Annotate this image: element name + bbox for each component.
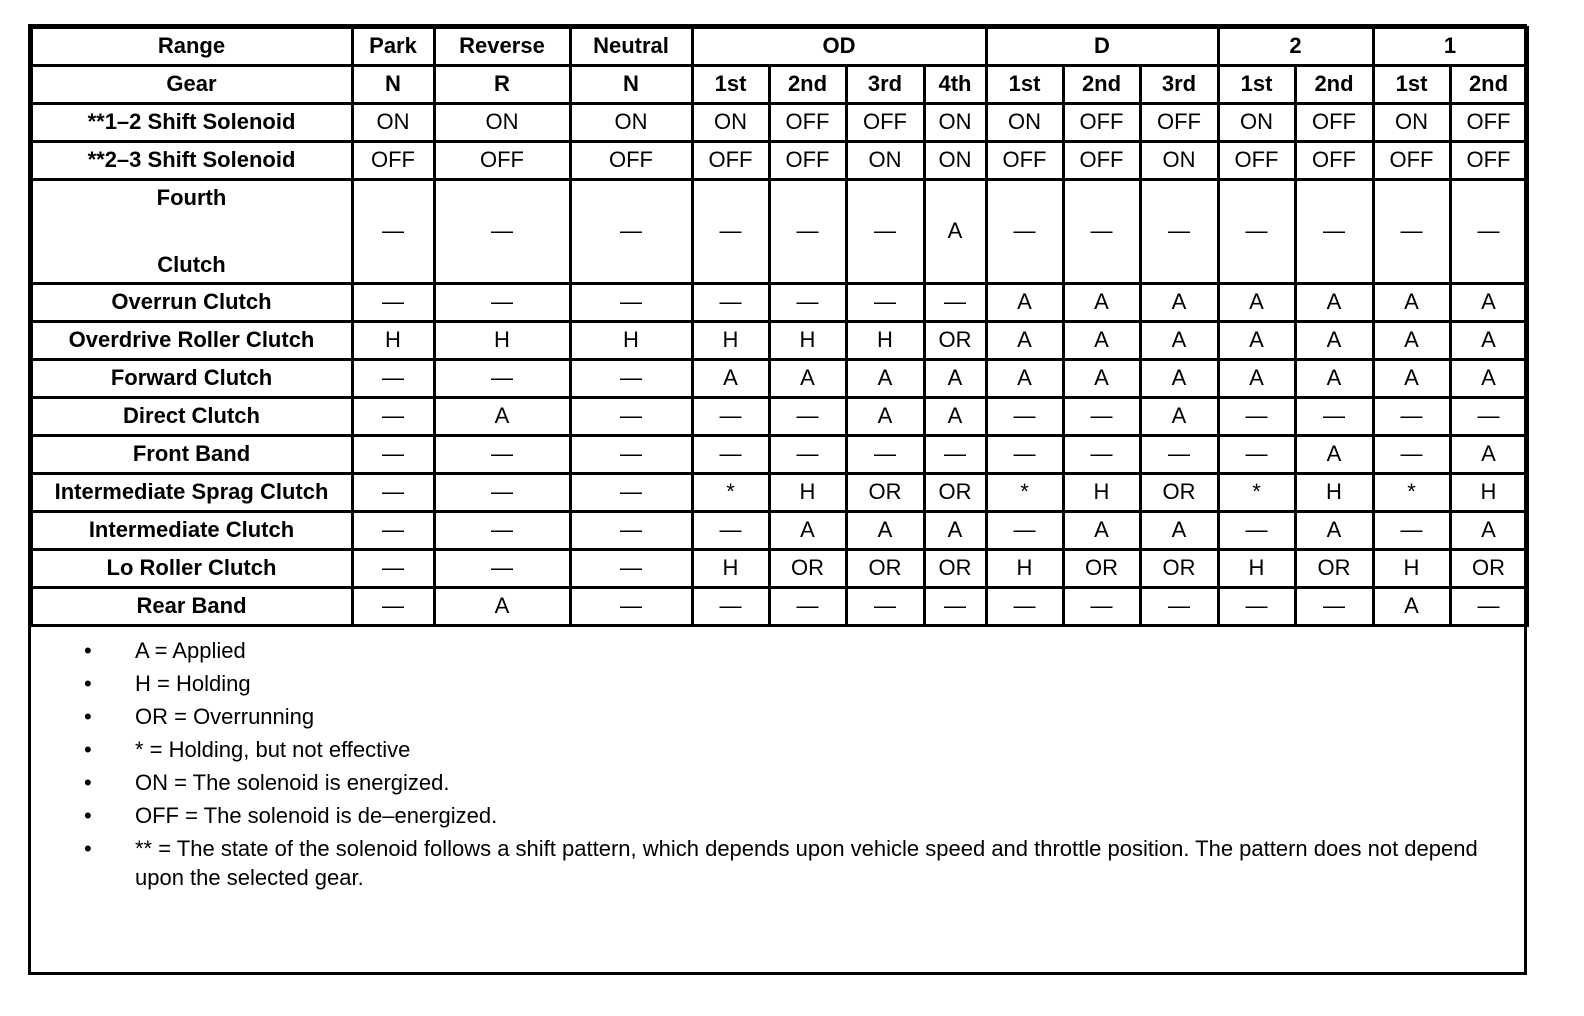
row-label: Overdrive Roller Clutch [31, 321, 352, 359]
table-row [31, 359, 1527, 397]
table-cell: H [846, 321, 924, 359]
legend [31, 626, 1524, 896]
table-cell: — [434, 179, 570, 283]
table-cell: — [570, 435, 692, 473]
gear-cell: R [434, 65, 570, 103]
table-cell: — [1140, 179, 1218, 283]
table-cell: OFF [1373, 141, 1450, 179]
table-cell: A [924, 511, 986, 549]
table-cell: — [769, 587, 846, 625]
legend-text: * = Holding, but not effective [135, 737, 411, 762]
range-park: Park [352, 27, 434, 65]
row-label: Intermediate Clutch [31, 511, 352, 549]
table-cell: — [1295, 587, 1373, 625]
table-cell: — [924, 587, 986, 625]
row-label: Intermediate Sprag Clutch [31, 473, 352, 511]
table-cell: — [570, 549, 692, 587]
table-cell: A [1063, 283, 1140, 321]
gear-cell: 3rd [1140, 65, 1218, 103]
table-row [31, 321, 1527, 359]
table-cell: A [1218, 283, 1295, 321]
table-cell: — [570, 587, 692, 625]
range-row [31, 27, 1527, 65]
table-cell: OFF [769, 103, 846, 141]
table-cell: A [1140, 321, 1218, 359]
table-cell: — [692, 283, 769, 321]
table-cell: — [352, 511, 434, 549]
table-cell: OFF [1295, 141, 1373, 179]
gear-header-label: Gear [31, 65, 352, 103]
table-cell: A [434, 587, 570, 625]
table-row [31, 549, 1527, 587]
table-cell: — [692, 435, 769, 473]
table-cell: — [570, 473, 692, 511]
gear-row [31, 65, 1527, 103]
table-cell: — [1450, 587, 1527, 625]
table-cell: OR [1450, 549, 1527, 587]
table-cell: — [769, 435, 846, 473]
table-cell: — [1063, 179, 1140, 283]
bullet-icon: • [84, 836, 92, 861]
table-cell: H [1063, 473, 1140, 511]
legend-text: A = Applied [135, 638, 246, 663]
table-cell: OFF [352, 141, 434, 179]
table-cell: A [986, 321, 1063, 359]
table-cell: * [1373, 473, 1450, 511]
range-2: 2 [1218, 27, 1373, 65]
table-cell: — [570, 511, 692, 549]
table-cell: ON [570, 103, 692, 141]
table-cell: — [1063, 435, 1140, 473]
table-cell: A [1295, 283, 1373, 321]
row-label: Front Band [31, 435, 352, 473]
table-cell: OFF [769, 141, 846, 179]
table-cell: A [986, 359, 1063, 397]
gear-cell: 3rd [846, 65, 924, 103]
row-label: Forward Clutch [31, 359, 352, 397]
table-cell: — [1450, 397, 1527, 435]
table-cell: OR [1140, 473, 1218, 511]
table-row [31, 397, 1527, 435]
row-label: **2–3 Shift Solenoid [31, 141, 352, 179]
table-cell: — [1218, 587, 1295, 625]
table-cell: OFF [1063, 141, 1140, 179]
table-cell: A [1450, 359, 1527, 397]
row-label: **1–2 Shift Solenoid [31, 103, 352, 141]
table-cell: OR [846, 549, 924, 587]
table-cell: — [434, 359, 570, 397]
table-cell: — [692, 397, 769, 435]
table-cell: — [570, 179, 692, 283]
table-cell: — [1218, 179, 1295, 283]
table-cell: — [986, 511, 1063, 549]
table-cell: — [1373, 397, 1450, 435]
table-cell: — [1373, 179, 1450, 283]
table-row [31, 435, 1527, 473]
gear-cell: 1st [986, 65, 1063, 103]
table-cell: — [1218, 435, 1295, 473]
table-cell: A [846, 359, 924, 397]
gear-cell: 2nd [1295, 65, 1373, 103]
table-row [31, 103, 1527, 141]
table-cell: A [1140, 397, 1218, 435]
bullet-icon: • [84, 638, 92, 663]
table-cell: A [924, 179, 986, 283]
legend-item [31, 735, 1514, 764]
clutch-application-chart [28, 24, 1527, 975]
table-cell: — [692, 587, 769, 625]
table-cell: H [1450, 473, 1527, 511]
apply-table [30, 26, 1529, 627]
legend-text: H = Holding [135, 671, 251, 696]
table-cell: — [434, 283, 570, 321]
bullet-icon: • [84, 737, 92, 762]
range-neutral: Neutral [570, 27, 692, 65]
range-header-label: Range [31, 27, 352, 65]
range-reverse: Reverse [434, 27, 570, 65]
legend-item [31, 702, 1514, 731]
table-cell: — [846, 179, 924, 283]
table-cell: — [352, 435, 434, 473]
row-label [31, 179, 352, 283]
table-cell: ON [434, 103, 570, 141]
bullet-icon: • [84, 770, 92, 795]
table-cell: A [1295, 321, 1373, 359]
table-cell: OR [924, 473, 986, 511]
table-cell: A [1140, 511, 1218, 549]
table-cell: — [352, 549, 434, 587]
legend-text: ON = The solenoid is energized. [135, 770, 450, 795]
table-cell: H [986, 549, 1063, 587]
table-cell: H [352, 321, 434, 359]
table-row [31, 473, 1527, 511]
table-cell: * [1218, 473, 1295, 511]
table-cell: H [692, 549, 769, 587]
table-cell: A [1295, 359, 1373, 397]
table-row [31, 283, 1527, 321]
table-cell: — [1295, 179, 1373, 283]
table-cell: OR [1063, 549, 1140, 587]
table-cell: — [1063, 397, 1140, 435]
table-cell: OR [1295, 549, 1373, 587]
table-cell: A [769, 511, 846, 549]
row-label-line: Clutch [157, 251, 226, 277]
table-cell: OFF [692, 141, 769, 179]
table-cell: — [1373, 511, 1450, 549]
legend-item [31, 669, 1514, 698]
table-row [31, 587, 1527, 625]
table-cell: A [1373, 359, 1450, 397]
range-d: D [986, 27, 1218, 65]
table-cell: OFF [434, 141, 570, 179]
table-cell: A [986, 283, 1063, 321]
gear-cell: 4th [924, 65, 986, 103]
table-cell: A [1295, 435, 1373, 473]
table-cell: A [1063, 511, 1140, 549]
row-label: Direct Clutch [31, 397, 352, 435]
table-cell: — [352, 397, 434, 435]
table-cell: OFF [1450, 141, 1527, 179]
legend-text: OFF = The solenoid is de–energized. [135, 803, 498, 828]
table-cell: ON [1140, 141, 1218, 179]
table-cell: — [434, 511, 570, 549]
table-cell: OFF [846, 103, 924, 141]
table-cell: — [986, 587, 1063, 625]
gear-cell: 1st [1218, 65, 1295, 103]
gear-cell: 2nd [769, 65, 846, 103]
table-cell: ON [352, 103, 434, 141]
table-cell: — [986, 435, 1063, 473]
bullet-icon: • [84, 704, 92, 729]
table-cell: — [692, 511, 769, 549]
gear-cell: 2nd [1063, 65, 1140, 103]
legend-item [31, 636, 1514, 665]
table-cell: — [1218, 511, 1295, 549]
table-cell: A [924, 397, 986, 435]
table-cell: ON [986, 103, 1063, 141]
legend-item [31, 834, 1514, 892]
table-cell: A [1063, 321, 1140, 359]
table-cell: H [769, 473, 846, 511]
table-cell: OR [846, 473, 924, 511]
table-cell: — [352, 473, 434, 511]
table-cell: — [924, 435, 986, 473]
gear-cell: 2nd [1450, 65, 1527, 103]
table-cell: — [352, 179, 434, 283]
bullet-icon: • [84, 671, 92, 696]
row-label: Lo Roller Clutch [31, 549, 352, 587]
table-cell: — [434, 473, 570, 511]
table-cell: A [1218, 321, 1295, 359]
table-cell: H [769, 321, 846, 359]
gear-cell: 1st [692, 65, 769, 103]
table-cell: ON [846, 141, 924, 179]
table-cell: A [1450, 435, 1527, 473]
table-cell: — [692, 179, 769, 283]
table-cell: H [1373, 549, 1450, 587]
table-cell: — [846, 283, 924, 321]
table-cell: OR [1140, 549, 1218, 587]
table-cell: OFF [1450, 103, 1527, 141]
table-cell: A [1373, 283, 1450, 321]
table-cell: A [434, 397, 570, 435]
table-cell: — [1373, 435, 1450, 473]
table-cell: — [986, 179, 1063, 283]
table-cell: A [1450, 321, 1527, 359]
gear-cell: 1st [1373, 65, 1450, 103]
table-cell: — [570, 397, 692, 435]
table-cell: A [1140, 359, 1218, 397]
table-cell: — [352, 587, 434, 625]
table-cell: OFF [986, 141, 1063, 179]
range-1: 1 [1373, 27, 1527, 65]
table-cell: OFF [1063, 103, 1140, 141]
table-cell: — [570, 359, 692, 397]
table-cell: — [846, 435, 924, 473]
table-row [31, 179, 1527, 283]
table-cell: H [570, 321, 692, 359]
table-cell: — [1140, 435, 1218, 473]
table-cell: A [846, 397, 924, 435]
table-cell: — [1450, 179, 1527, 283]
table-cell: H [1295, 473, 1373, 511]
table-cell: — [769, 397, 846, 435]
table-cell: A [1063, 359, 1140, 397]
table-cell: OR [924, 549, 986, 587]
table-cell: A [769, 359, 846, 397]
table-cell: — [434, 435, 570, 473]
legend-item [31, 801, 1514, 830]
table-cell: ON [692, 103, 769, 141]
table-cell: — [769, 179, 846, 283]
legend-text: ** = The state of the solenoid follows a shift pattern, which depends upon vehicle speed and throttle position. The pattern does not depend upon the selected gear. [135, 836, 1478, 890]
table-cell: OR [924, 321, 986, 359]
table-cell: — [986, 397, 1063, 435]
table-cell: A [1373, 321, 1450, 359]
gear-cell: N [570, 65, 692, 103]
row-label: Rear Band [31, 587, 352, 625]
table-cell: OFF [1140, 103, 1218, 141]
table-row [31, 141, 1527, 179]
table-cell: A [1218, 359, 1295, 397]
row-label: Overrun Clutch [31, 283, 352, 321]
table-cell: ON [1373, 103, 1450, 141]
table-cell: — [570, 283, 692, 321]
table-cell: A [1450, 511, 1527, 549]
table-cell: OFF [1295, 103, 1373, 141]
legend-item [31, 768, 1514, 797]
table-cell: ON [924, 141, 986, 179]
table-cell: — [434, 549, 570, 587]
range-od: OD [692, 27, 986, 65]
table-cell: — [352, 359, 434, 397]
table-cell: OFF [570, 141, 692, 179]
legend-text: OR = Overrunning [135, 704, 315, 729]
table-cell: — [769, 283, 846, 321]
table-cell: A [1373, 587, 1450, 625]
row-label-line: Fourth [156, 184, 227, 210]
table-cell: — [352, 283, 434, 321]
table-cell: — [1218, 397, 1295, 435]
table-cell: — [1063, 587, 1140, 625]
table-cell: H [692, 321, 769, 359]
table-cell: A [1450, 283, 1527, 321]
table-cell: OFF [1218, 141, 1295, 179]
table-cell: — [846, 587, 924, 625]
table-cell: OR [769, 549, 846, 587]
legend-list [31, 636, 1514, 892]
gear-cell: N [352, 65, 434, 103]
table-row [31, 511, 1527, 549]
table-cell: H [1218, 549, 1295, 587]
table-cell: * [692, 473, 769, 511]
table-cell: — [1140, 587, 1218, 625]
table-cell: ON [1218, 103, 1295, 141]
table-cell: A [924, 359, 986, 397]
table-cell: ON [924, 103, 986, 141]
table-cell: * [986, 473, 1063, 511]
bullet-icon: • [84, 803, 92, 828]
table-cell: A [1140, 283, 1218, 321]
table-cell: A [692, 359, 769, 397]
table-cell: A [846, 511, 924, 549]
table-cell: — [1295, 397, 1373, 435]
table-cell: — [924, 283, 986, 321]
table-cell: A [1295, 511, 1373, 549]
table-cell: H [434, 321, 570, 359]
